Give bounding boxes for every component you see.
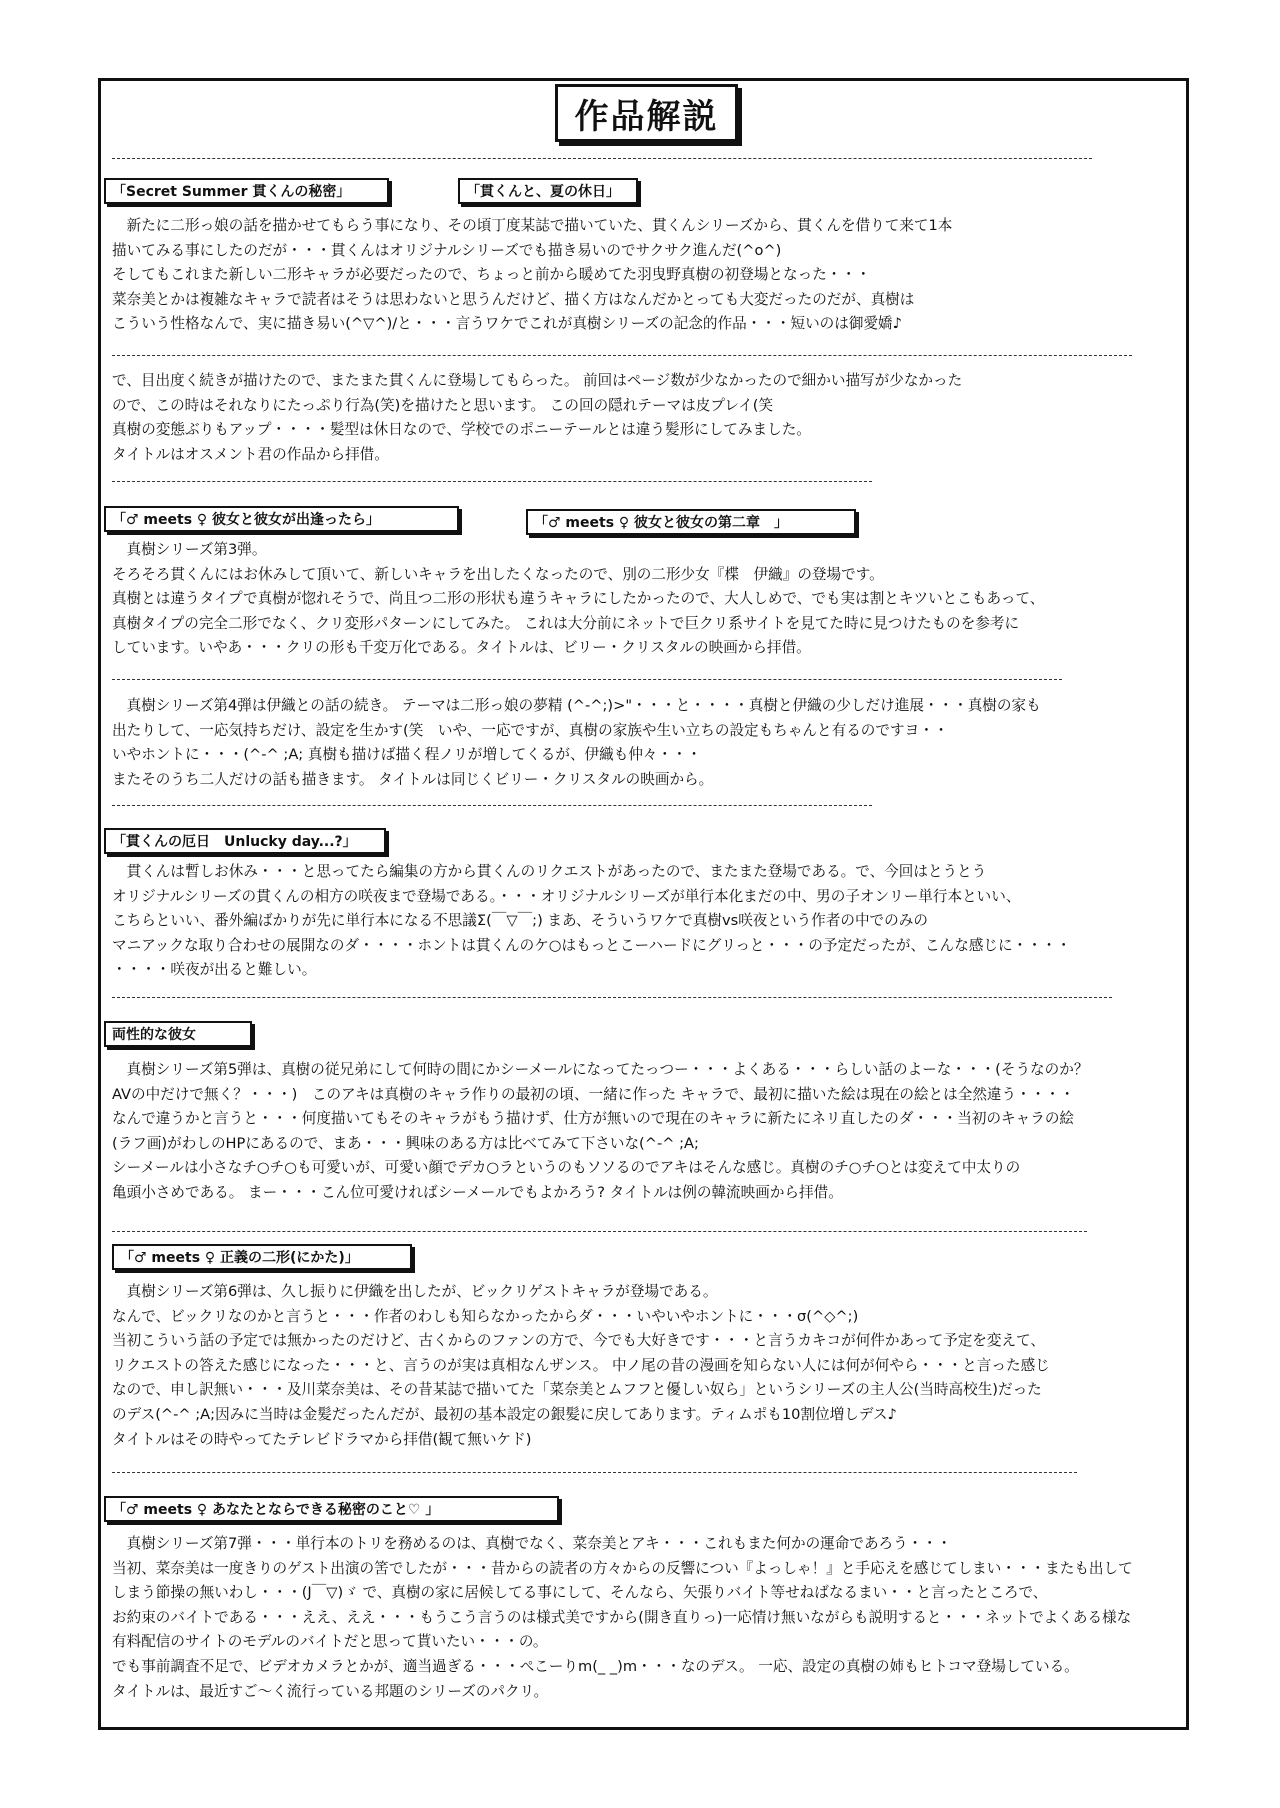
text-line: タイトルは、最近すご～く流行っている邦題のシリーズのパクリ。 (112, 1682, 549, 1700)
text-line: 亀頭小さめである。 まー・・・こん位可愛ければシーメールでもよかろう? タイトルは例の韓流映画から拝借。 (112, 1183, 843, 1201)
text-line: AVの中だけで無く？・・・) このアキは真樹のキャラ作りの最初の頃、一緒に作った キャラで、最初に描いた絵は現在の絵とは全然違う・・・・ (112, 1085, 1075, 1103)
section-header: 「♂ meets ♀ 正義の二形(にかた)」 (112, 1244, 412, 1270)
text-line: 新たに二形っ娘の話を描かせてもらう事になり、その頃丁度某誌で描いていた、貫くんシリーズから、貫くんを借りて来て1本 (112, 217, 953, 234)
text-line: 菜奈美とかは複雑なキャラで読者はそうは思わないと思うんだけど、描く方はなんだかとっても大変だったのだが、真樹は (112, 290, 915, 308)
text-line: こちらといい、番外編ばかりが先に単行本になる不思議Σ(￣▽￣;) まあ、そういうワケで真樹vs咲夜という作者の中でのみの (112, 912, 928, 930)
text-line: ので、この時はそれなりにたっぷり行為(笑)を描けたと思います。 この回の隠れテーマは皮プレイ(笑 (112, 396, 774, 414)
divider (112, 158, 1092, 159)
text-line: 真樹シリーズ第4弾は伊織との話の続き。 テーマは二形っ娘の夢精 (^-^;)>"・・・と・・・・真樹と伊織の少しだけ進展・・・真樹の家も (112, 697, 1041, 714)
text-line: オリジナルシリーズの貫くんの相方の咲夜まで登場である。・・・オリジナルシリーズが単行本化まだの中、男の子オンリー単行本といい、 (112, 887, 1021, 905)
text-line: 真樹シリーズ第5弾は、真樹の従兄弟にして何時の間にかシーメールになってたっつー・・・よくある・・・らしい話のよーな・・・(そうなのか？ (112, 1061, 1089, 1078)
paragraph (112, 694, 1172, 792)
text-line: 真樹シリーズ第3弾。 (112, 541, 267, 558)
text-line: 当初、菜奈美は一度きりのゲスト出演の筈でしたが・・・昔からの読者の方々からの反響につい『よっしゃ！』と手応えを感じてしまい・・・またも出して (112, 1559, 1133, 1577)
text-line: 真樹シリーズ第6弾は、久し振りに伊織を出したが、ビックリゲストキャラが登場である。 (112, 1283, 718, 1300)
text-line: 有料配信のサイトのモデルのバイトだと思って貰いたい・・・の。 (112, 1633, 548, 1651)
paragraph (112, 1058, 1172, 1206)
text-line: 貫くんは暫しお休み・・・と思ってたら編集の方から貫くんのリクエストがあったので、またまた登場である。で、今回はとうとう (112, 863, 987, 880)
text-line: 描いてみる事にしたのだが・・・貫くんはオリジナルシリーズでも描き易いのでサクサク進んだ(^o^) (112, 241, 782, 259)
text-line: またそのうち二人だけの話も描きます。 タイトルは同じくビリー・クリスタルの映画から。 (112, 770, 714, 788)
section-header: 「♂ meets ♀ 彼女と彼女が出逢ったら」 (104, 506, 459, 532)
text-line: なので、申し訳無い・・・及川菜奈美は、その昔某誌で描いてた「菜奈美とムフフと優しい奴ら」というシリーズの主人公(当時高校生)だった (112, 1381, 1042, 1399)
paragraph (112, 369, 1172, 467)
text-line: リクエストの答えた感じになった・・・と、言うのが実は真相なんザンス。 中ノ尾の昔の漫画を知らない人には何が何やら・・・と言った感じ (112, 1356, 1050, 1374)
divider (112, 1231, 1087, 1232)
text-line: 真樹の変態ぶりもアップ・・・・髪型は休日なので、学校でのポニーテールとは違う髪形にしてみました。 (112, 421, 811, 439)
text-line: しまう節操の無いわし・・・(J￣▽)ゞ で、真樹の家に居候してる事にして、そんなら、矢張りバイト等せねばなるまい・・と言ったところで、 (112, 1584, 1048, 1602)
text-line: (ラフ画)がわしのHPにあるので、まあ・・・興味のある方は比べてみて下さいな(^-^ ;A; (112, 1134, 699, 1152)
text-line: お約束のバイトである・・・ええ、ええ・・・もうこう言うのは様式美ですから(開き直りっ)一応情け無いながらも説明すると・・・ネットでよくある様な (112, 1608, 1132, 1626)
section-header: 「♂ meets ♀ 彼女と彼女の第二章 」 (526, 509, 856, 535)
section-header: 両性的な彼女 (104, 1021, 252, 1047)
text-line: 出たりして、一応気持ちだけ、設定を生かす(笑 いや、一応ですが、真樹の家族や生い立ちの設定もちゃんと有るのですヨ・・ (112, 721, 949, 739)
text-line: 真樹とは違うタイプで真樹が惚れそうで、尚且つ二形の形状も違うキャラにしたかったので、大人しめで、でも実は割とキツいとこもあって、 (112, 590, 1045, 608)
text-line: そろそろ貫くんにはお休みして頂いて、新しいキャラを出したくなったので、別の二形少女『楪 伊織』の登場です。 (112, 565, 884, 583)
text-line: しています。いやあ・・・クリの形も千変万化である。タイトルは、ビリー・クリスタルの映画から拝借。 (112, 639, 811, 657)
divider (112, 355, 1132, 356)
text-line: 真樹タイプの完全二形でなく、クリ変形パターンにしてみた。 これは大分前にネットで巨クリ系サイトを見てた時に見つけたものを参考に (112, 614, 1020, 632)
paragraph (112, 1532, 1172, 1704)
paragraph (112, 538, 1172, 661)
text-line: なんで違うかと言うと・・・何度描いてもそのキャラがもう描けず、仕方が無いので現在のキャラに新たにネリ直したのダ・・・当初のキャラの絵 (112, 1110, 1075, 1128)
section-header: 「Secret Summer 貫くんの秘密」 (104, 178, 389, 204)
paragraph (112, 1280, 1172, 1452)
divider (112, 997, 1112, 998)
divider (112, 1472, 1077, 1473)
paragraph (112, 860, 1172, 983)
paragraph (112, 214, 1172, 337)
text-line: シーメールは小さなチ○チ○も可愛いが、可愛い顔でデカ○ラというのもソソるのでアキはそんな感じ。真樹のチ○チ○とは変えて中太りの (112, 1159, 1021, 1177)
text-line: こういう性格なんで、実に描き易い(^▽^)/と・・・言うワケでこれが真樹シリーズの記念的作品・・・短いのは御愛嬌♪ (112, 315, 902, 333)
section-header: 「貫くんの厄日 Unlucky day...?」 (104, 828, 386, 854)
text-line: のデス(^-^ ;A;因みに当時は金髪だったんだが、最初の基本設定の銀髪に戻してあります。ティムポも10割位増しデス♪ (112, 1405, 897, 1423)
text-line: 当初こういう話の予定では無かったのだけど、古くからのファンの方で、今でも大好きです・・・と言うカキコが何件かあって予定を変えて、 (112, 1332, 1045, 1350)
text-line: で、目出度く続きが描けたので、またまた貫くんに登場してもらった。 前回はページ数が少なかったので細かい描写が少なかった (112, 372, 963, 389)
text-line: なんで、ビックリなのかと言うと・・・作者のわしも知らなかったからダ・・・いやいやホントに・・・σ(^◇^;) (112, 1307, 859, 1325)
text-line: ・・・・咲夜が出ると難しい。 (112, 961, 317, 979)
divider (112, 481, 872, 482)
text-line: そしてもこれまた新しい二形キャラが必要だったので、ちょっと前から暖めてた羽曳野真樹の初登場となった・・・ (112, 266, 871, 284)
text-line: でも事前調査不足で、ビデオカメラとかが、適当過ぎる・・・ぺこーりm(_ _)m・・・なのデス。 一応、設定の真樹の姉もヒトコマ登場している。 (112, 1657, 1079, 1675)
text-line: タイトルはオスメント君の作品から拝借。 (112, 445, 389, 463)
section-header: 「貫くんと、夏の休日」 (458, 178, 638, 204)
text-line: タイトルはその時やってたテレビドラマから拝借(観て無いケド) (112, 1430, 532, 1448)
text-line: いやホントに・・・(^-^ ;A; 真樹も描けば描く程ノリが増してくるが、伊織も仲々・・・ (112, 746, 702, 764)
text-line: 真樹シリーズ第7弾・・・単行本のトリを務めるのは、真樹でなく、菜奈美とアキ・・・これもまた何かの運命であろう・・・ (112, 1535, 952, 1552)
section-header: 「♂ meets ♀ あなたとならできる秘密のこと♡ 」 (104, 1496, 559, 1522)
divider (112, 805, 872, 806)
text-line: マニアックな取り合わせの展開なのダ・・・・ホントは貫くんのケ○はもっとこーハードにグリっと・・・の予定だったが、こんな感じに・・・・ (112, 936, 1071, 954)
divider (112, 679, 1062, 680)
page-title: 作品解説 (555, 84, 738, 142)
